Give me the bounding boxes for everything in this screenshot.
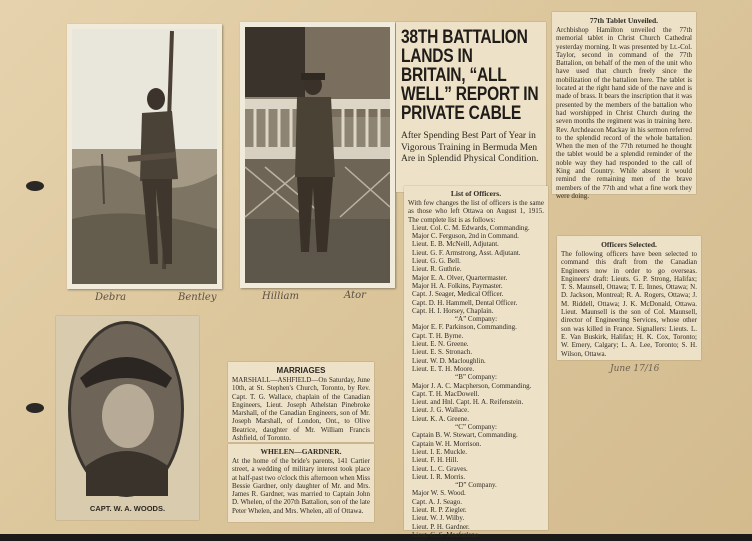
officer-list-item: Lieut. R. P. Ziegler. [412, 505, 467, 514]
photo-caption-handwritten: Bentley [178, 292, 217, 303]
article-deck: After Spending Best Part of Year in Vigorous Training in Bermuda Men Are in Splendid Physical Condition. [401, 131, 539, 164]
photo-soldier-leaning [67, 24, 222, 289]
battalion-article-headline [396, 22, 546, 192]
photo-caption-handwritten: Hilliam [262, 291, 299, 302]
officer-list-item: Lieut. I. E. Muckle. [412, 447, 468, 456]
officer-list-item: Lieut. F. H. Hill. [412, 456, 459, 465]
officer-list-item: Capt. J. Seager, Medical Officer. [412, 290, 504, 299]
binder-hole [26, 403, 44, 413]
whelen-gardner-clipping [228, 444, 374, 522]
tablet-clipping [552, 12, 696, 200]
officer-list-item: Capt. T. H. MacDowell. [412, 389, 480, 398]
officer-list-item: Lieut. W. D. Macloughlin. [412, 356, 486, 365]
officer-list-item: Lieut. G. S. Macfarlane. [412, 530, 480, 539]
officer-list-item: Capt. A. J. Seago. [412, 497, 462, 506]
officer-list-item: Lieut. I. R. Morris. [412, 472, 466, 481]
officer-list-item: Lieut. K. A. Greene. [412, 414, 469, 423]
photo-officer-porch [240, 22, 395, 288]
officer-list-item: Lieut. W. J. Wilby. [412, 514, 465, 523]
officer-list-item: Captain W. H. Morrison. [412, 439, 482, 448]
list-heading: List of Officers. [450, 189, 502, 198]
officer-list-item: Lieut. G. F. Armstrong, Asst. Adjutant. [412, 248, 521, 257]
officer-list-item: Lieut. E. N. Greene. [412, 340, 469, 349]
officer-list-item: Lieut. Col. C. M. Edwards, Commanding. [412, 223, 530, 232]
officer-list-item: Major E. F. Parkinson, Commanding. [412, 323, 517, 332]
tablet-heading: 77th Tablet Unveiled. [589, 16, 659, 25]
officer-list-item: Major C. Ferguson, 2nd in Command. [412, 232, 519, 241]
article-headline: 38TH BATTALION LANDS IN BRITAIN, “ALL WELL” REPORT IN PRIVATE CABLE [401, 27, 539, 124]
officer-list-item: Major E. A. Olver, Quartermaster. [412, 273, 508, 282]
officer-list-item: “C” Company: [455, 423, 497, 432]
selected-body: The following officers have been selected to command this draft from the Canadian Engineers now in order to go overseas. Engineers' draft: Lieuts. G. P. Strong, Halifax; T. S. Maunsell, Ottawa; T. E. Innes, Ottawa; N. D. Jackson, Montreal; R. A. Rogers, Ottawa; J. M. Riddell, Ottawa; J. K. McDonald, Ottawa. Lieut. Maunsell is the son of Col. Maunsell, director of Engineering Services, whose other son was killed in France. Signallers: Lieuts. L. E. Van Buskirk, Halifax; H. K. Cox, Toronto; W. Emery, Calgary; L. A. Lee, Toronto; S. H. Wilson, Ottawa. [561, 250, 697, 358]
marriage-entry: MARSHALL—ASHFIELD—On Saturday, June 10th, at St. Stephen's Church, Toronto, by Rev. Capt. T. G. Wallace, chaplain of the Canadian Engineers, Lieut. Joseph Athelstan Pinebroke Marshall, of the Canadian Engineers, son of Mr. Joseph Marshall, of London, Ont., to Olive Beatrice, daughter of Mr. William Francis Ashfield, of Toronto. [232, 376, 370, 443]
photo-caption-handwritten: Debra [95, 292, 127, 303]
officer-list-item: Lieut. E. S. Stronach. [412, 348, 473, 357]
officers-list-clipping [404, 186, 548, 539]
officer-list-item: Lieut. J. G. Wallace. [412, 406, 470, 415]
marriage-entry: At the home of the bride's parents, 141 Cartier street, a wedding of military interest took place at half-past two o'clock this afternoon when Miss Bessie Gardner, only daughter of Mr. and Mrs. James R. Gardner, was married to Captain John D. Whelen, of the 207th Battalion, son of the late Peter Whelen, and Mrs. Whelen, all of Ottawa. [232, 457, 370, 515]
officer-list-item: “A” Company: [454, 315, 498, 324]
officer-list-item: Lieut. G. G. Bell. [412, 257, 461, 266]
officer-list-item: Capt. D. H. Hammell, Dental Officer. [412, 298, 518, 307]
officer-list-item: Major W. S. Wood. [412, 489, 466, 498]
marriages-heading: MARRIAGES [276, 366, 326, 375]
marriages-clipping [228, 362, 374, 442]
officer-list-item: Capt. T. H. Byrne. [412, 331, 464, 340]
portrait-photo [56, 316, 199, 501]
portrait-caption: CAPT. W. A. WOODS. [89, 504, 166, 513]
list-intro: With few changes the list of officers is the same as those who left Ottawa on August 1, 1915. The complete list is as follows: [408, 199, 544, 224]
officer-list-item: Lieut. L. C. Graves. [412, 464, 468, 473]
officer-list-item: “B” Company: [455, 373, 497, 382]
officer-list-item: Capt. H. I. Horsey, Chaplain. [412, 306, 494, 315]
officer-list-item: Lieut. E. T. H. Moore. [412, 364, 475, 373]
marriage-entry-title: WHELEN—GARDNER. [260, 447, 342, 456]
photo-caption-handwritten: Ator [344, 290, 366, 301]
officer-list-item: Captain B. W. Stewart, Commanding. [412, 431, 518, 440]
binder-hole [26, 181, 44, 191]
officers-selected-clipping [557, 236, 701, 360]
portrait-clipping [56, 316, 199, 520]
officer-list-item: Lieut. R. Guthrie. [412, 265, 462, 274]
handwritten-date: June 17/16 [610, 364, 660, 374]
officer-list-item: Major H. A. Folkins, Paymaster. [412, 281, 503, 290]
tablet-body: Archbishop Hamilton unveiled the 77th memorial tablet in Christ Church Cathedral yesterday morning. It was presented by Lt.-Col. Taylor, second in command of the 77th Battalion, on behalf of the men of the unit who have used that church freely since the mobilization of the battalion here. The tablet is located at the right hand side of the nave and is made of brass. It bears the inscription that it was presented by the members of the battalion who had worshipped in Christ Church during the seven months the regiment was in training here. Rev. Archdeacon Mackay in his sermon referred to the splendid record of the whole battalion. When the men of the 77th returned he thought the tablet would be a splendid reminder of the noble way they had responded to the call of King and Country. While absent it would remind the remaining men of the brave members of the 77th and what a fine work they were doing. [556, 26, 692, 200]
officer-list [408, 224, 544, 539]
officer-list-item: Lieut. E. B. McNeill, Adjutant. [412, 240, 499, 249]
officer-list-item: Major J. A. C. Macpherson, Commanding. [412, 381, 532, 390]
selected-heading: Officers Selected. [601, 240, 657, 249]
officer-list-item: Lieut. and Hnl. Capt. H. A. Reifenstein. [412, 398, 524, 407]
officer-list-item: Lieut. P. H. Gardner. [412, 522, 470, 531]
officer-list-item: “D” Company. [455, 481, 497, 490]
